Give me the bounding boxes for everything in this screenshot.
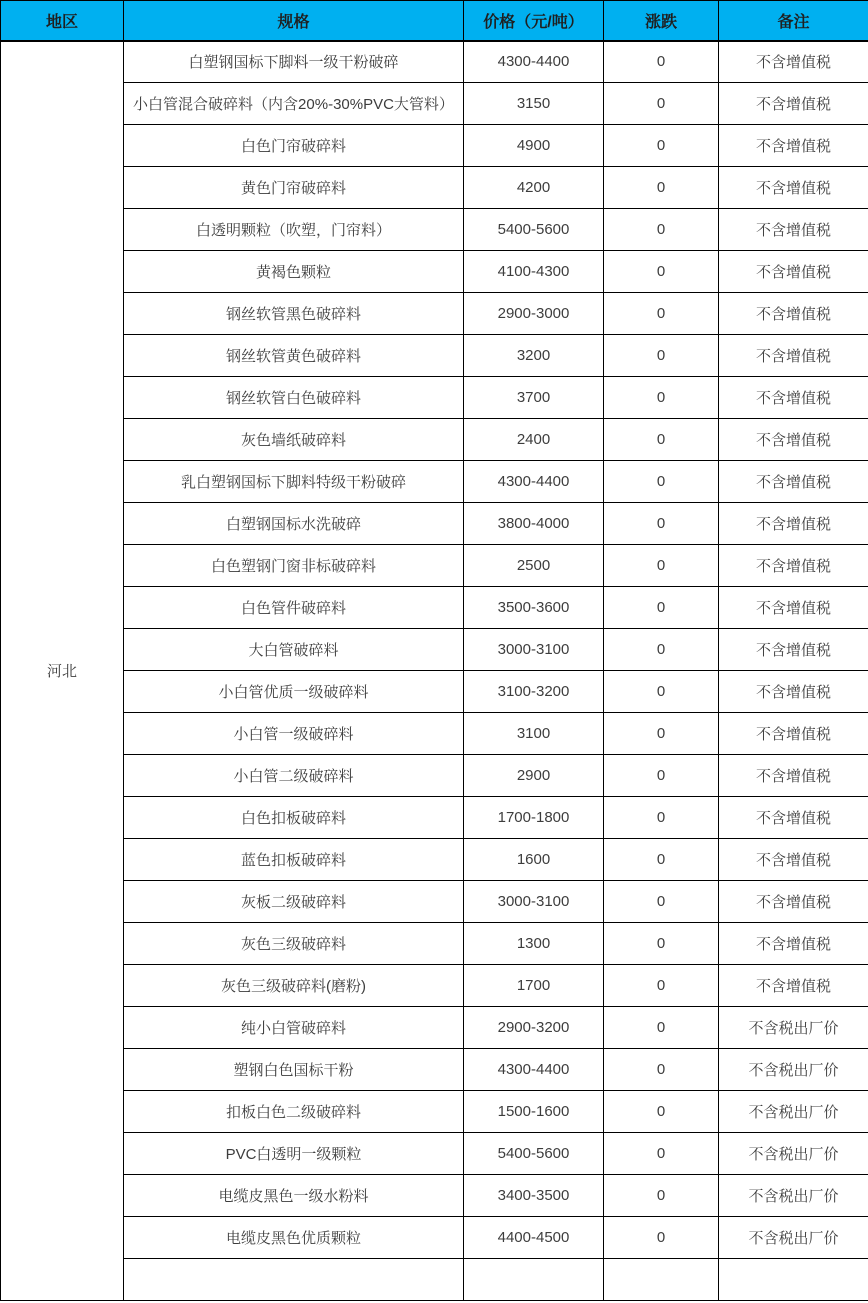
note-cell: 不含增值税 xyxy=(719,209,868,251)
table-row xyxy=(1,377,868,419)
price-cell: 1300 xyxy=(464,923,604,965)
table-row xyxy=(1,1091,868,1133)
spec-cell: 蓝色扣板破碎料 xyxy=(124,839,464,881)
change-cell: 0 xyxy=(604,41,719,83)
change-cell: 0 xyxy=(604,545,719,587)
price-cell: 4900 xyxy=(464,125,604,167)
change-cell: 0 xyxy=(604,335,719,377)
table-row xyxy=(1,419,868,461)
table-row xyxy=(1,125,868,167)
table-row xyxy=(1,629,868,671)
note-cell: 不含增值税 xyxy=(719,629,868,671)
price-cell: 3800-4000 xyxy=(464,503,604,545)
table-row xyxy=(1,881,868,923)
price-cell: 3000-3100 xyxy=(464,881,604,923)
spec-cell: 纯小白管破碎料 xyxy=(124,1007,464,1049)
spec-cell: 小白管混合破碎料（内含20%-30%PVC大管料） xyxy=(124,83,464,125)
spec-cell: 灰色三级破碎料(磨粉) xyxy=(124,965,464,1007)
change-cell: 0 xyxy=(604,587,719,629)
table-row xyxy=(1,797,868,839)
price-cell: 2500 xyxy=(464,545,604,587)
price-cell: 4300-4400 xyxy=(464,461,604,503)
price-cell: 3000-3100 xyxy=(464,629,604,671)
table-row xyxy=(1,167,868,209)
price-cell: 3700 xyxy=(464,377,604,419)
price-cell: 3150 xyxy=(464,83,604,125)
table-row xyxy=(1,1049,868,1091)
spec-cell: 电缆皮黑色一级水粉料 xyxy=(124,1175,464,1217)
change-cell: 0 xyxy=(604,923,719,965)
table-body xyxy=(1,41,868,1301)
change-cell: 0 xyxy=(604,293,719,335)
table-row xyxy=(1,671,868,713)
change-cell: 0 xyxy=(604,671,719,713)
change-cell xyxy=(604,1259,719,1301)
spec-cell: 白色门帘破碎料 xyxy=(124,125,464,167)
price-cell: 4100-4300 xyxy=(464,251,604,293)
change-cell: 0 xyxy=(604,839,719,881)
price-cell: 3400-3500 xyxy=(464,1175,604,1217)
spec-cell: 白色扣板破碎料 xyxy=(124,797,464,839)
change-cell: 0 xyxy=(604,1175,719,1217)
note-cell: 不含税出厂价 xyxy=(719,1217,868,1259)
spec-cell: 乳白塑钢国标下脚料特级干粉破碎 xyxy=(124,461,464,503)
note-cell: 不含增值税 xyxy=(719,839,868,881)
table-row xyxy=(1,209,868,251)
header-region: 地区 xyxy=(1,1,124,41)
price-cell: 5400-5600 xyxy=(464,1133,604,1175)
spec-cell: 小白管二级破碎料 xyxy=(124,755,464,797)
change-cell: 0 xyxy=(604,125,719,167)
header-change: 涨跌 xyxy=(604,1,719,41)
note-cell: 不含增值税 xyxy=(719,461,868,503)
header-row xyxy=(1,1,868,41)
price-cell: 4300-4400 xyxy=(464,1049,604,1091)
note-cell: 不含增值税 xyxy=(719,293,868,335)
price-cell: 2900-3200 xyxy=(464,1007,604,1049)
change-cell: 0 xyxy=(604,881,719,923)
price-cell: 1500-1600 xyxy=(464,1091,604,1133)
note-cell xyxy=(719,1259,868,1301)
spec-cell xyxy=(124,1259,464,1301)
note-cell: 不含增值税 xyxy=(719,755,868,797)
spec-cell: 钢丝软管黑色破碎料 xyxy=(124,293,464,335)
table-row xyxy=(1,923,868,965)
header-price: 价格（元/吨） xyxy=(464,1,604,41)
note-cell: 不含增值税 xyxy=(719,503,868,545)
table-row xyxy=(1,545,868,587)
change-cell: 0 xyxy=(604,629,719,671)
price-cell: 4400-4500 xyxy=(464,1217,604,1259)
price-cell: 4200 xyxy=(464,167,604,209)
price-cell: 5400-5600 xyxy=(464,209,604,251)
table-row xyxy=(1,839,868,881)
note-cell: 不含增值税 xyxy=(719,797,868,839)
note-cell: 不含增值税 xyxy=(719,419,868,461)
note-cell: 不含税出厂价 xyxy=(719,1007,868,1049)
change-cell: 0 xyxy=(604,461,719,503)
note-cell: 不含增值税 xyxy=(719,83,868,125)
spec-cell: 黄褐色颗粒 xyxy=(124,251,464,293)
note-cell: 不含税出厂价 xyxy=(719,1133,868,1175)
change-cell: 0 xyxy=(604,419,719,461)
note-cell: 不含增值税 xyxy=(719,377,868,419)
change-cell: 0 xyxy=(604,797,719,839)
table-row xyxy=(1,1007,868,1049)
spec-cell: 黄色门帘破碎料 xyxy=(124,167,464,209)
header-spec: 规格 xyxy=(124,1,464,41)
table-row xyxy=(1,83,868,125)
spec-cell: 灰色三级破碎料 xyxy=(124,923,464,965)
note-cell: 不含增值税 xyxy=(719,671,868,713)
spec-cell: 钢丝软管黄色破碎料 xyxy=(124,335,464,377)
note-cell: 不含增值税 xyxy=(719,881,868,923)
price-cell: 3500-3600 xyxy=(464,587,604,629)
change-cell: 0 xyxy=(604,965,719,1007)
table-row xyxy=(1,251,868,293)
spec-cell: 白塑钢国标水洗破碎 xyxy=(124,503,464,545)
table-row xyxy=(1,587,868,629)
price-cell: 3200 xyxy=(464,335,604,377)
table-row xyxy=(1,965,868,1007)
change-cell: 0 xyxy=(604,251,719,293)
change-cell: 0 xyxy=(604,713,719,755)
change-cell: 0 xyxy=(604,503,719,545)
change-cell: 0 xyxy=(604,1091,719,1133)
note-cell: 不含税出厂价 xyxy=(719,1175,868,1217)
note-cell: 不含税出厂价 xyxy=(719,1049,868,1091)
note-cell: 不含增值税 xyxy=(719,167,868,209)
spec-cell: 白色管件破碎料 xyxy=(124,587,464,629)
price-cell: 3100-3200 xyxy=(464,671,604,713)
header-note: 备注 xyxy=(719,1,868,41)
note-cell: 不含增值税 xyxy=(719,713,868,755)
table-row xyxy=(1,1133,868,1175)
note-cell: 不含增值税 xyxy=(719,923,868,965)
table-row xyxy=(1,41,868,83)
note-cell: 不含增值税 xyxy=(719,587,868,629)
change-cell: 0 xyxy=(604,1049,719,1091)
change-cell: 0 xyxy=(604,1217,719,1259)
note-cell: 不含增值税 xyxy=(719,41,868,83)
price-cell: 3100 xyxy=(464,713,604,755)
spec-cell: 钢丝软管白色破碎料 xyxy=(124,377,464,419)
price-cell: 1700 xyxy=(464,965,604,1007)
price-cell: 2900-3000 xyxy=(464,293,604,335)
spec-cell: 扣板白色二级破碎料 xyxy=(124,1091,464,1133)
price-cell xyxy=(464,1259,604,1301)
table-row xyxy=(1,1175,868,1217)
price-cell: 4300-4400 xyxy=(464,41,604,83)
price-cell: 1700-1800 xyxy=(464,797,604,839)
spec-cell: 灰板二级破碎料 xyxy=(124,881,464,923)
table-row xyxy=(1,293,868,335)
table-row xyxy=(1,1217,868,1259)
spec-cell: 白透明颗粒（吹塑，门帘料） xyxy=(124,209,464,251)
spec-cell: 白塑钢国标下脚料一级干粉破碎 xyxy=(124,41,464,83)
change-cell: 0 xyxy=(604,167,719,209)
spec-cell: PVC白透明一级颗粒 xyxy=(124,1133,464,1175)
spec-cell: 灰色墙纸破碎料 xyxy=(124,419,464,461)
spec-cell: 电缆皮黑色优质颗粒 xyxy=(124,1217,464,1259)
price-cell: 2400 xyxy=(464,419,604,461)
note-cell: 不含税出厂价 xyxy=(719,1091,868,1133)
spec-cell: 小白管优质一级破碎料 xyxy=(124,671,464,713)
table-row xyxy=(1,503,868,545)
spec-cell: 白色塑钢门窗非标破碎料 xyxy=(124,545,464,587)
note-cell: 不含增值税 xyxy=(719,251,868,293)
table-header xyxy=(1,1,868,41)
note-cell: 不含增值税 xyxy=(719,545,868,587)
note-cell: 不含增值税 xyxy=(719,965,868,1007)
change-cell: 0 xyxy=(604,1133,719,1175)
spec-cell: 小白管一级破碎料 xyxy=(124,713,464,755)
change-cell: 0 xyxy=(604,755,719,797)
region-cell: 河北 xyxy=(1,41,124,1301)
table-row xyxy=(1,755,868,797)
spec-cell: 大白管破碎料 xyxy=(124,629,464,671)
table-row xyxy=(1,1259,868,1301)
price-cell: 2900 xyxy=(464,755,604,797)
table-row xyxy=(1,335,868,377)
table-row xyxy=(1,461,868,503)
table-row xyxy=(1,713,868,755)
change-cell: 0 xyxy=(604,209,719,251)
note-cell: 不含增值税 xyxy=(719,125,868,167)
change-cell: 0 xyxy=(604,83,719,125)
spec-cell: 塑钢白色国标干粉 xyxy=(124,1049,464,1091)
note-cell: 不含增值税 xyxy=(719,335,868,377)
change-cell: 0 xyxy=(604,377,719,419)
change-cell: 0 xyxy=(604,1007,719,1049)
price-cell: 1600 xyxy=(464,839,604,881)
